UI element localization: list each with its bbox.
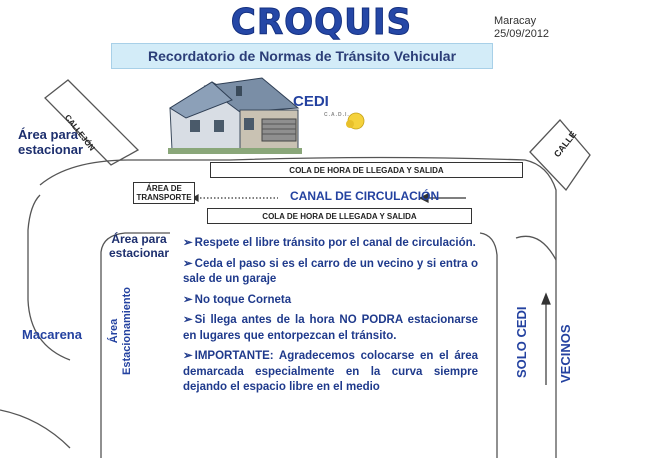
circulation-canal-label: CANAL DE CIRCULACIÓN [290, 189, 440, 203]
rule-text: Respete el libre tránsito por el canal de circulación. [194, 237, 476, 249]
rule-item [183, 349, 478, 396]
rule-text: Ceda el paso si es el carro de un vecino y si entra o sale de un garaje [183, 257, 478, 285]
parking-area-middle [109, 232, 169, 260]
transporte-line-1: ÁREA DE [146, 184, 182, 193]
page-title: CROQUIS [230, 2, 413, 43]
transport-area-box [133, 182, 195, 204]
subtitle-text: Recordatorio de Normas de Tránsito Vehicular [147, 48, 457, 64]
calle-label: CALLE [552, 129, 579, 160]
queue-lane-bottom: COLA DE HORA DE LLEGADA Y SALIDA [207, 208, 472, 224]
arrow-bullet-icon: ➢ [183, 293, 193, 306]
area-left-line-2: estacionar [18, 142, 84, 157]
city-label: Maracay [494, 15, 537, 27]
parking-zone-vertical-label [108, 287, 134, 375]
date-label: 25/09/2012 [494, 28, 550, 40]
area-est-line-1: Área [108, 318, 120, 344]
rule-text: Si llega antes de la hora NO PODRA estacionarse en lugares que entorpezcan el tránsito. [183, 314, 478, 342]
road-right-edge [516, 236, 556, 260]
arrow-bullet-icon: ➢ [183, 237, 193, 249]
area-left-line-1: Área para [18, 127, 78, 142]
arrow-bullet-icon: ➢ [183, 314, 193, 326]
rule-text: IMPORTANTE: Agradecemos colocarse en el área demarcada especialmente en la curva siempre dejando el espacio libre en el medio [183, 350, 478, 393]
subtitle-banner [111, 43, 493, 69]
cedi-logo-text: C.A.D.I. [324, 112, 350, 118]
queue-lane-top: COLA DE HORA DE LLEGADA Y SALIDA [210, 162, 523, 178]
vecinos-label: VECINOS [558, 324, 573, 383]
rule-item [183, 293, 478, 309]
arrow-bullet-icon: ➢ [183, 350, 193, 362]
macarena-street-label: Macarena [22, 327, 82, 342]
rule-item [183, 236, 478, 252]
rules-list [183, 236, 478, 401]
callejon-label: CALLEJÓN [62, 113, 97, 153]
rule-text: No toque Corneta [194, 293, 292, 306]
area-mid-line-2: estacionar [109, 246, 170, 260]
cedi-building-label: CEDI [293, 93, 329, 110]
house-illustration [168, 78, 302, 154]
macarena-road-edge [0, 410, 70, 448]
rule-item [183, 257, 478, 288]
solo-cedi-label: SOLO CEDI [514, 306, 529, 378]
area-est-line-2: Estacionamiento [121, 286, 133, 375]
transporte-line-2: TRANSPORTE [136, 193, 192, 202]
area-mid-line-1: Área para [111, 232, 167, 246]
arrow-bullet-icon: ➢ [183, 257, 193, 270]
parking-area-left [18, 127, 83, 157]
rule-item [183, 313, 478, 344]
